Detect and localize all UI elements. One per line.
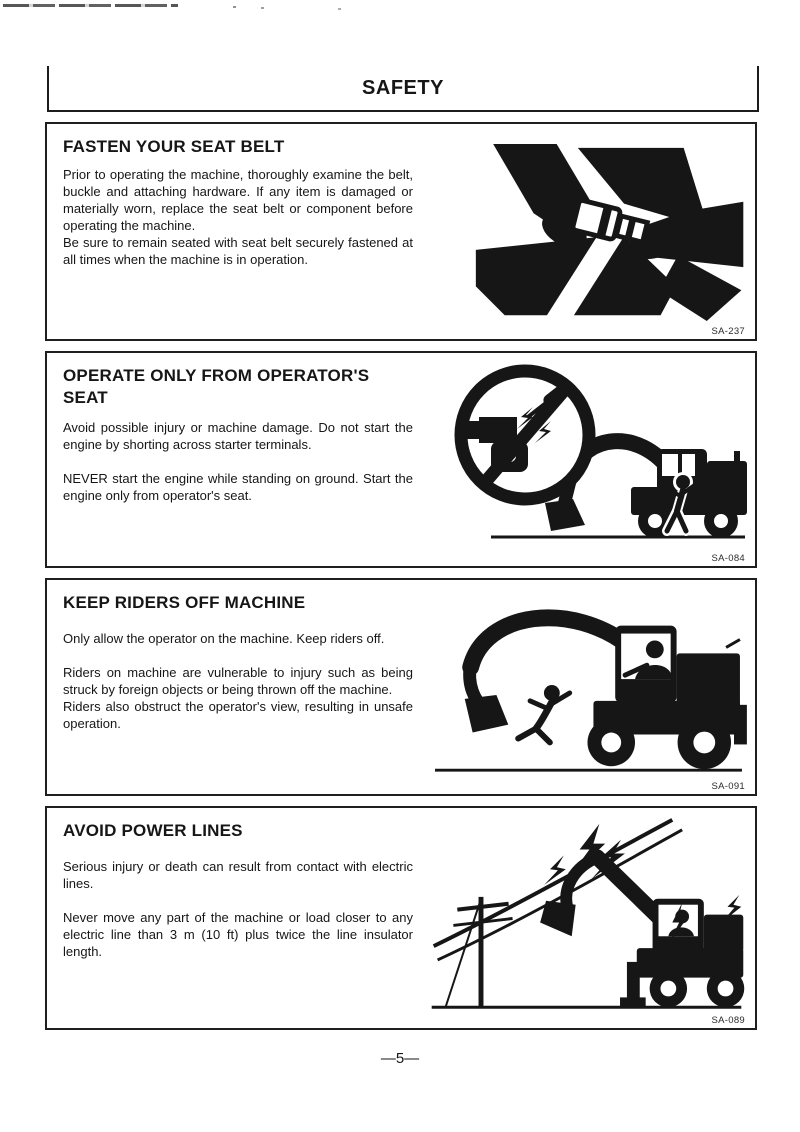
section-heading: OPERATE ONLY FROM OPERATOR'S SEAT — [63, 366, 370, 407]
rider-thrown-off-machine-icon — [419, 590, 754, 788]
figure-label: SA-237 — [711, 326, 745, 337]
figure-label: SA-084 — [711, 553, 745, 564]
body-paragraph: Riders on machine are vulnerable to injury such as being struck by foreign objects or being thrown off the machine. — [63, 665, 413, 697]
section-body — [63, 858, 413, 960]
section-keep-riders-off — [45, 578, 757, 796]
section-body — [63, 166, 413, 268]
section-heading: FASTEN YOUR SEAT BELT — [63, 137, 285, 156]
body-paragraph: Prior to operating the machine, thoroughly examine the belt, buckle and attaching hardware. If any item is damaged or materially worn, replace the seat belt or component before operating the machine. — [63, 167, 413, 233]
figure-power-lines — [419, 814, 754, 1026]
body-paragraph: Be sure to remain seated with seat belt securely fastened at all times when the machine is in operation. — [63, 235, 413, 267]
section-body — [63, 419, 413, 504]
figure-seatbelt — [449, 144, 749, 322]
page-title: SAFETY — [362, 76, 444, 99]
section-heading: KEEP RIDERS OFF MACHINE — [63, 593, 306, 612]
no-starter-shorting-icon — [432, 361, 754, 561]
body-paragraph: Only allow the operator on the machine. Keep riders off. — [63, 631, 385, 646]
scan-artifact-mark — [3, 4, 178, 7]
body-paragraph: Never move any part of the machine or load closer to any electric line than 3 m (10 ft) plus twice the line insulator length. — [63, 910, 413, 959]
section-operate-from-seat — [45, 351, 757, 568]
body-paragraph: NEVER start the engine while standing on ground. Start the engine only from operator's seat. — [63, 471, 413, 503]
figure-label: SA-089 — [711, 1015, 745, 1026]
seatbelt-buckle-hands-icon — [449, 144, 749, 322]
page-number: —5— — [380, 1050, 420, 1067]
figure-label: SA-091 — [711, 781, 745, 792]
powerline-contact-icon — [419, 814, 754, 1026]
body-paragraph: Avoid possible injury or machine damage. Do not start the engine by shorting across starter terminals. — [63, 420, 413, 452]
page-title-box — [47, 66, 759, 112]
body-paragraph: Riders also obstruct the operator's view, resulting in unsafe operation. — [63, 699, 413, 731]
section-fasten-seat-belt — [45, 122, 757, 341]
section-avoid-power-lines — [45, 806, 757, 1030]
section-heading: AVOID POWER LINES — [63, 821, 243, 840]
body-paragraph: Serious injury or death can result from contact with electric lines. — [63, 859, 413, 891]
figure-rider-off — [419, 590, 754, 788]
section-body — [63, 630, 413, 732]
figure-no-shorting — [432, 361, 754, 561]
